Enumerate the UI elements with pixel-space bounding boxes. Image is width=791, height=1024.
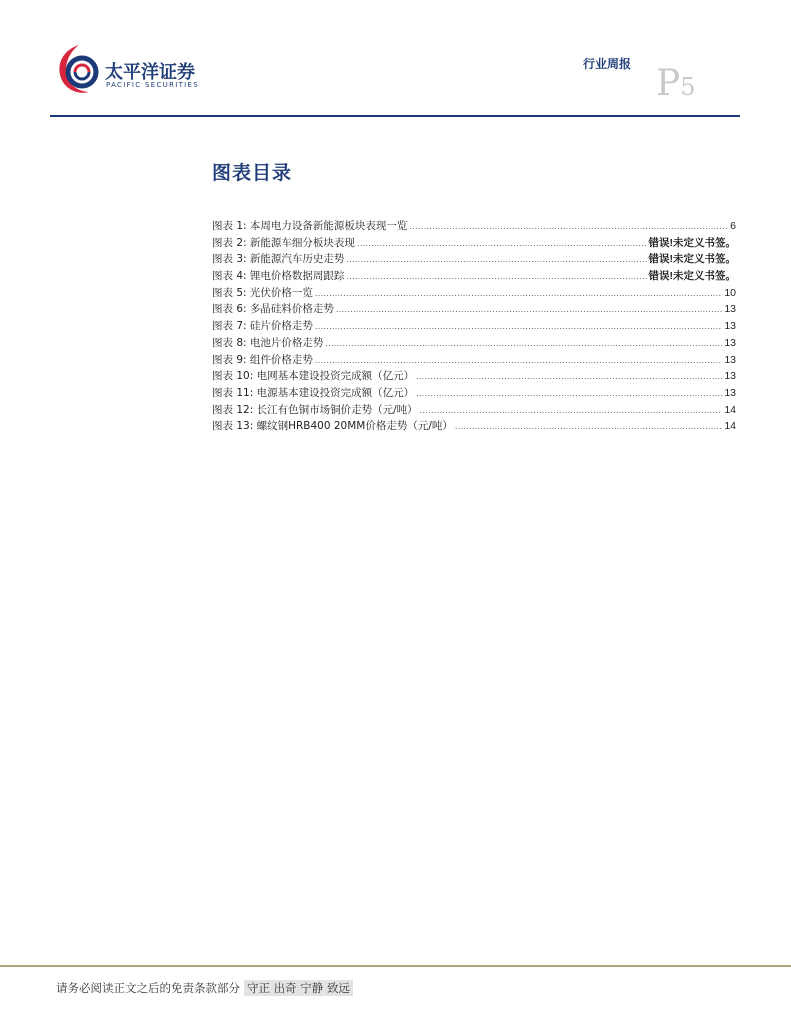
toc-leader-dots [409,219,728,236]
toc-entry-page: 14 [724,403,736,416]
toc-entry-label: 图表 6: 多晶硅料价格走势 [212,303,334,316]
toc-entry-label: 图表 4: 锂电价格数据周跟踪 [212,270,345,283]
page-number [656,63,696,104]
toc-leader-dots [420,403,723,420]
toc-entry-label: 图表 3: 新能源汽车历史走势 [212,253,345,266]
header-divider [50,115,740,117]
toc-entry-page-error: 错误!未定义书签。 [648,253,736,266]
toc-entry[interactable] [212,402,736,419]
toc-list [212,218,736,435]
toc-leader-dots [346,269,646,286]
toc-entry-label: 图表 2: 新能源车细分板块表现 [212,236,355,249]
toc-entry-page: 10 [724,286,736,299]
toc-entry-page-error: 错误!未定义书签。 [648,236,736,249]
toc-entry-page-error: 错误!未定义书签。 [648,270,736,283]
toc-entry[interactable] [212,251,736,268]
page-number-value: 5 [680,73,696,101]
footer-disclaimer: 请务必阅读正文之后的免责条款部分 [56,981,240,995]
toc-entry-page: 13 [724,320,736,333]
toc-entry[interactable] [212,368,736,385]
toc-leader-dots [455,419,722,436]
page-prefix: P [656,63,681,104]
toc-entry-page: 13 [724,370,736,383]
toc-entry-page: 14 [724,420,736,433]
toc-entry[interactable] [212,318,736,335]
toc-leader-dots [325,336,722,353]
toc-entry-label: 图表 7: 硅片价格走势 [212,320,313,333]
toc-title: 图表目录 [212,162,293,184]
toc-entry[interactable] [212,218,736,235]
toc-entry-page: 6 [730,220,736,232]
footer-motto: 守正 出奇 宁静 致远 [244,980,353,996]
toc-entry-label: 图表 13: 螺纹钢HRB400 20MM价格走势（元/吨） [212,420,453,433]
toc-entry[interactable] [212,301,736,318]
toc-entry[interactable] [212,335,736,352]
toc-leader-dots [357,236,647,253]
toc-entry-label: 图表 8: 电池片价格走势 [212,336,324,349]
footer [56,980,353,996]
toc-entry[interactable] [212,268,736,285]
toc-leader-dots [416,386,722,403]
report-type-label: 行业周报 [583,57,632,71]
toc-entry-label: 图表 11: 电源基本建设投资完成额（亿元） [212,386,415,399]
toc-entry-page: 13 [724,336,736,349]
toc-entry[interactable] [212,418,736,435]
toc-entry[interactable] [212,235,736,252]
toc-entry-page: 13 [724,303,736,316]
toc-leader-dots [315,353,722,370]
pacific-securities-logo-icon [53,42,103,98]
toc-leader-dots [336,302,722,319]
toc-entry-label: 图表 1: 本周电力设备新能源板块表现一览 [212,220,408,232]
toc-leader-dots [416,369,722,386]
toc-entry-page: 13 [724,353,736,366]
toc-leader-dots [315,286,722,303]
toc-entry-label: 图表 5: 光伏价格一览 [212,286,313,299]
company-logo [53,42,213,98]
toc-leader-dots [346,252,646,269]
brand-name-cn: 太平洋证券 [105,62,195,83]
toc-entry-page: 13 [724,386,736,399]
toc-leader-dots [315,319,722,336]
toc-entry[interactable] [212,352,736,369]
brand-name-en: PACIFIC SECURITIES [106,81,200,89]
footer-divider [0,965,791,967]
toc-entry-label: 图表 10: 电网基本建设投资完成额（亿元） [212,370,415,383]
toc-entry[interactable] [212,385,736,402]
toc-entry-label: 图表 12: 长江有色铜市场铜价走势（元/吨） [212,403,418,416]
toc-entry-label: 图表 9: 组件价格走势 [212,353,313,366]
toc-entry[interactable] [212,285,736,302]
